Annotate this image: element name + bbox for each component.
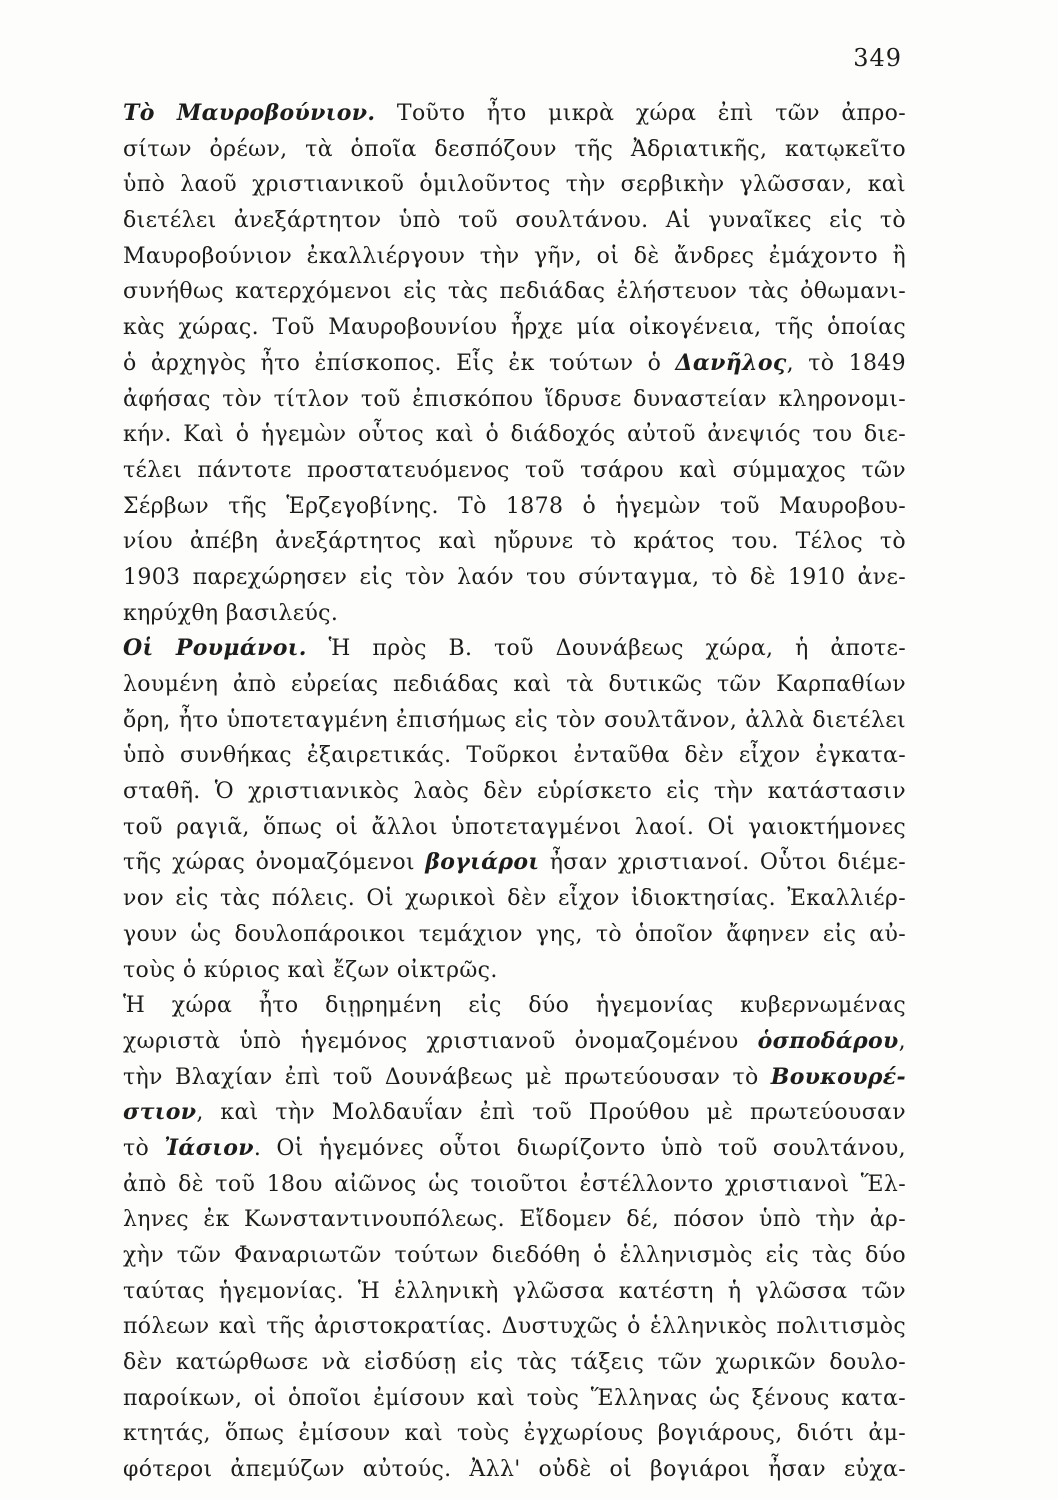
- place-iasi: Ἰάσιον: [164, 1134, 254, 1161]
- text-line: τοῦ ραγιᾶ, ὅπως οἱ ἄλλοι ὑποτεταγμένοι λαοί. Οἱ γαιοκτήμονες: [123, 814, 906, 840]
- text-line: νον εἰς τὰς πόλεις. Οἱ χωρικοὶ δὲν εἶχον ἰδιοκτησίας. Ἐκαλλιέρ-: [123, 886, 906, 912]
- text-line: πόλεων καὶ τῆς ἀριστοκρατίας. Δυστυχῶς ὁ ἑλληνικὸς πολιτισμὸς: [123, 1314, 906, 1340]
- text-line: στιον, καὶ τὴν Μολδαυΐαν ἐπὶ τοῦ Προύθου μὲ πρωτεύουσαν: [123, 1099, 906, 1126]
- term-boyars: βογιάροι: [425, 849, 540, 876]
- text-line: συνήθως κατερχόμενοι εἰς τὰς πεδιάδας ἐλήστευον τὰς ὀθωμανι-: [123, 279, 906, 305]
- text-line: ἀπὸ δὲ τοῦ 18ου αἰῶνος ὡς τοιοῦτοι ἐστέλλοντο χριστιανοὶ Ἕλ-: [123, 1171, 906, 1197]
- text-line: φότεροι ἀπεμύζων αὐτούς. Ἀλλ' οὐδὲ οἱ βογιάροι ἦσαν εὐχα-: [123, 1457, 906, 1483]
- section-heading-romanians: Οἱ Ρουμάνοι.: [123, 635, 307, 662]
- text-line: τέλει πάντοτε προστατευόμενος τοῦ τσάρου καὶ σύμμαχος τῶν: [123, 457, 906, 483]
- text-line: διετέλει ἀνεξάρτητον ὑπὸ τοῦ σουλτάνου. Αἱ γυναῖκες εἰς τὸ: [123, 208, 906, 234]
- text-line: Ἡ χώρα ἦτο διῃρημένη εἰς δύο ἡγεμονίας κυβερνωμένας: [123, 993, 906, 1019]
- text-line: κτητάς, ὅπως ἐμίσουν καὶ τοὺς ἐγχωρίους βογιάρους, διότι ἀμ-: [123, 1421, 906, 1447]
- body-text: [123, 96, 906, 1488]
- text-line: 1903 παρεχώρησεν εἰς τὸν λαόν του σύνταγμα, τὸ δὲ 1910 ἀνε-: [123, 564, 906, 590]
- text-line: ληνες ἐκ Κωνσταντινουπόλεως. Εἴδομεν δέ, πόσον ὑπὸ τὴν ἀρ-: [123, 1207, 906, 1233]
- place-bucharest-end: στιον: [123, 1099, 197, 1126]
- text-line: κήν. Καὶ ὁ ἡγεμὼν οὗτος καὶ ὁ διάδοχός αὐτοῦ ἀνεψιός του διε-: [123, 422, 906, 448]
- text-line: ὑπὸ συνθήκας ἐξαιρετικάς. Τοῦρκοι ἐνταῦθα δὲν εἶχον ἐγκατα-: [123, 743, 906, 769]
- text-line: δὲν κατώρθωσε νὰ εἰσδύσῃ εἰς τὰς τάξεις τῶν χωρικῶν δουλο-: [123, 1350, 906, 1376]
- text-line: τὴν Βλαχίαν ἐπὶ τοῦ Δουνάβεως μὲ πρωτεύουσαν τὸ Βουκουρέ-: [123, 1063, 906, 1090]
- text-line: ὁ ἀρχηγὸς ἦτο ἐπίσκοπος. Εἷς ἐκ τούτων ὁ Δανῆλος, τὸ 1849: [123, 349, 906, 376]
- text-line: γουν ὡς δουλοπάροικοι τεμάχιον γης, τὸ ὁποῖον ἄφηνεν εἰς αὐ-: [123, 921, 906, 947]
- name-danilo: Δανῆλος: [675, 349, 787, 376]
- term-hospodar: ὁσποδάρου: [757, 1027, 899, 1054]
- text-line: ταύτας ἡγεμονίας. Ἡ ἑλληνικὴ γλῶσσα κατέστη ἡ γλῶσσα τῶν: [123, 1278, 906, 1304]
- text-line: σταθῆ. Ὁ χριστιανικὸς λαὸς δὲν εὑρίσκετο εἰς τὴν κατάστασιν: [123, 779, 906, 805]
- text-line: νίου ἀπέβη ἀνεξάρτητος καὶ ηὔρυνε τὸ κράτος του. Τέλος τὸ: [123, 529, 906, 555]
- text-line: ὄρη, ἦτο ὑποτεταγμένη ἐπισήμως εἰς τὸν σουλτᾶνον, ἀλλὰ διετέλει: [123, 707, 906, 733]
- text-line: ὑπὸ λαοῦ χριστιανικοῦ ὁμιλοῦντος τὴν σερβικὴν γλῶσσαν, καὶ: [123, 172, 906, 198]
- text-line: Σέρβων τῆς Ἑρζεγοβίνης. Τὸ 1878 ὁ ἡγεμὼν τοῦ Μαυροβου-: [123, 493, 906, 519]
- place-bucharest: Βουκουρέ-: [770, 1063, 906, 1090]
- text-line: τὸ Ἰάσιον. Οἱ ἡγεμόνες οὗτοι διωρίζοντο ὑπὸ τοῦ σουλτάνου,: [123, 1134, 906, 1161]
- text-line: σίτων ὀρέων, τὰ ὁποῖα δεσπόζουν τῆς Ἀδριατικῆς, κατῳκεῖτο: [123, 136, 906, 162]
- text-line: ἀφήσας τὸν τίτλον τοῦ ἐπισκόπου ἵδρυσε δυναστείαν κληρονομι-: [123, 386, 906, 412]
- text-line: λουμένη ἀπὸ εὐρείας πεδιάδας καὶ τὰ δυτικῶς τῶν Καρπαθίων: [123, 672, 906, 697]
- text-line: χωριστὰ ὑπὸ ἡγεμόνος χριστιανοῦ ὀνομαζομένου ὁσποδάρου,: [123, 1027, 906, 1054]
- text-line: παροίκων, οἱ ὁποῖοι ἐμίσουν καὶ τοὺς Ἕλληνας ὡς ξένους κατα-: [123, 1385, 906, 1411]
- text-line: Μαυροβούνιον ἐκαλλιέργουν τὴν γῆν, οἱ δὲ ἄνδρες ἐμάχοντο ἢ: [123, 243, 906, 269]
- text-line: Τὸ Μαυροβούνιον. Τοῦτο ἦτο μικρὰ χώρα ἐπὶ τῶν ἀπρο-: [123, 100, 906, 126]
- text-line: κὰς χώρας. Τοῦ Μαυροβουνίου ἦρχε μία οἰκογένεια, τῆς ὁποίας: [123, 315, 906, 341]
- text-line: τοὺς ὁ κύριος καὶ ἔζων οἰκτρῶς.: [123, 957, 498, 983]
- text-line: τῆς χώρας ὀνομαζόμενοι βογιάροι ἦσαν χριστιανοί. Οὗτοι διέμε-: [123, 849, 906, 876]
- page-number: 349: [853, 44, 902, 72]
- text-line: κηρύχθη βασιλεύς.: [123, 600, 339, 626]
- section-heading-montenegro: Τὸ Μαυροβούνιον.: [123, 100, 376, 126]
- text-line: Οἱ Ρουμάνοι. Ἡ πρὸς Β. τοῦ Δουνάβεως χώρα, ἡ ἀποτε-: [123, 635, 906, 662]
- text-line: χὴν τῶν Φαναριωτῶν τούτων διεδόθη ὁ ἑλληνισμὸς εἰς τὰς δύο: [123, 1243, 906, 1268]
